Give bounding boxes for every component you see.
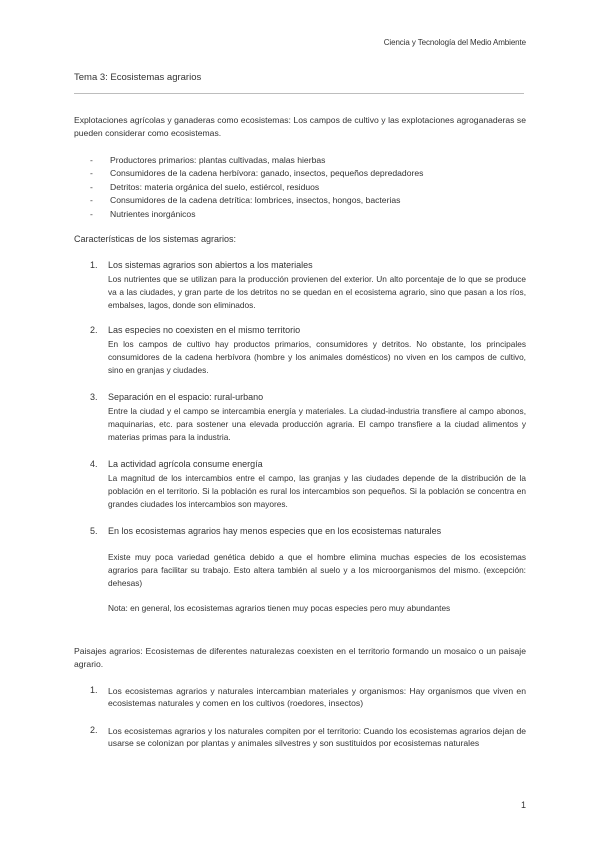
components-list [90, 154, 520, 221]
item-number: 1. [90, 685, 98, 695]
item-description: En los campos de cultivo hay productos primarios, consumidores y detritos. No obstante, los principales consumidores de la cadena herbívora (hombre y los animales domésticos) no viven en los campos de cultivo, sino en granjas y ciudades. [108, 339, 526, 376]
bullet-marker: - [90, 181, 93, 192]
item5-paragraph: Existe muy poca variedad genética debido a que el hombre elimina muchas especies de los ecosistemas agrarios para facilitar su trabajo. Esto altera también al suelo y a los microorganismos del mismo. (excepción: dehesas) [108, 552, 526, 589]
item5-note: Nota: en general, los ecosistemas agrarios tienen muy pocas especies pero muy abundantes [108, 603, 451, 613]
intro-paragraph: Explotaciones agrícolas y ganaderas como ecosistemas: Los campos de cultivo y las explotaciones agroganaderas se pueden considerar como ecosistemas. [74, 115, 526, 138]
item-number: 4. [90, 459, 98, 469]
bullet-marker: - [90, 208, 93, 219]
item-number: 2. [90, 325, 98, 335]
item-title: Las especies no coexisten en el mismo territorio [108, 325, 301, 335]
item-text: Los ecosistemas agrarios y los naturales compiten por el territorio: Cuando los ecosistemas agrarios dejan de usarse se colonizan por plantas y animales silvestres y son sustituidos por ecosistemas naturales [108, 726, 526, 749]
topic-title: Tema 3: Ecosistemas agrarios [74, 72, 202, 83]
item-description: La magnitud de los intercambios entre el campo, las granjas y las ciudades depende de la distribución de la población en el territorio. Si la población es rural los intercambios son pequeños. Si la población se concentra en grandes ciudades los intercambios son mayores. [108, 473, 526, 510]
item-title: Separación en el espacio: rural-urbano [108, 392, 264, 402]
running-header: Ciencia y Tecnología del Medio Ambiente [383, 38, 526, 47]
item-number: 2. [90, 725, 98, 735]
item-number: 3. [90, 392, 98, 402]
item-number: 1. [90, 260, 98, 270]
characteristics-heading: Características de los sistemas agrarios: [74, 234, 237, 244]
list-item: - Consumidores de la cadena detrítica: lombrices, insectos, hongos, bacterias [90, 194, 520, 207]
bullet-marker: - [90, 195, 93, 206]
item-text: Los ecosistemas agrarios y naturales intercambian materiales y organismos: Hay organismos que viven en ecosistemas naturales y comen en los cultivos (roedores, insectos) [108, 686, 526, 709]
item-title: En los ecosistemas agrarios hay menos especies que en los ecosistemas naturales [108, 526, 442, 536]
bullet-marker: - [90, 168, 93, 179]
item-description: Los nutrientes que se utilizan para la producción provienen del exterior. Un alto porcentaje de lo que se produce va a las ciudades, y gran parte de los detritos no se quedan en el ecosistema agrario, sino que pasan a los ríos, embalses, lagos, donde son eliminados. [108, 274, 526, 311]
list-item: - Consumidores de la cadena herbívora: ganado, insectos, pequeños depredadores [90, 167, 520, 180]
item-description: Entre la ciudad y el campo se intercambia energía y materiales. La ciudad-industria transfiere al campo abonos, maquinarias, etc. para sostener una elevada producción agraria. El campo transfiere a la ciudad alimentos y materias primas para la industria. [108, 406, 526, 443]
item-title: La actividad agrícola consume energía [108, 459, 263, 469]
item-number: 5. [90, 526, 98, 536]
item-title: Los sistemas agrarios son abiertos a los materiales [108, 260, 313, 270]
bullet-marker: - [90, 155, 93, 165]
list-item: - Nutrientes inorgánicos [90, 208, 520, 221]
landscapes-intro: Paisajes agrarios: Ecosistemas de diferentes naturalezas coexisten en el territorio formando un mosaico o un paisaje agrario. [74, 646, 526, 669]
list-item: - Productores primarios: plantas cultivadas, malas hierbas [90, 154, 520, 167]
page-number: 1 [520, 800, 526, 810]
title-divider [74, 93, 524, 94]
list-item: - Detritos: materia orgánica del suelo, estiércol, residuos [90, 181, 520, 194]
